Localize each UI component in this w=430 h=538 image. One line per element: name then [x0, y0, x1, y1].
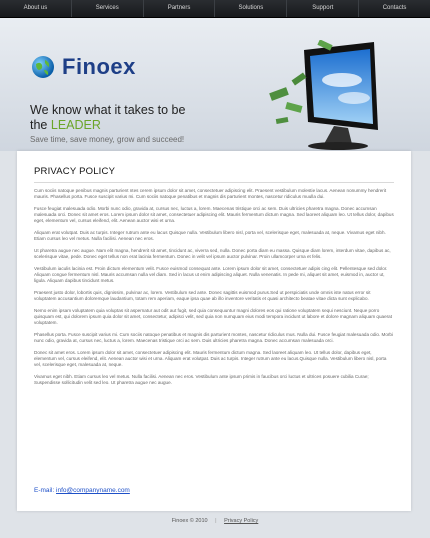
email-link[interactable]: info@companyname.com — [56, 487, 130, 494]
page-title: PRIVACY POLICY — [34, 166, 116, 177]
policy-paragraph: Phasellus porta. Fusce suscipit varius mi. Cum sociis natoque penatibus et magnis dis parturient montes, nascetur ridiculus mus. Nulla dui. Fusce feugiat malesuada odio. Morbi nunc odio, gravida at, cursus nec, luctus a, lorem. Maecenas tristique orci ac sem. Duis ultricies pharetra magna. Donec accumsan malesuada orci. — [34, 332, 393, 343]
policy-paragraph: Praesent justo dolor, lobortis quis, dignissim, pulvinar ac, lorem. Vestibulum sed ante. Donec sagittis euismod purus.Sed ut perspiciatis unde omnis iste natus error sit voluptatem accusantium doloremque laudantium, totam rem aperiam, eaque ipsa quae ab illo inventore veritatis et quasi architecto beatae vitae dicta sunt explicabo. — [34, 290, 371, 301]
nav-item-services[interactable]: Services — [72, 0, 144, 17]
policy-paragraph: Cum sociis natoque penibus magnis parturient ntes cerem ipsum dolor sit amet, consectetuer adipiscing elit. Praesent vestibulum molestie lacus. Aenean nonummy hendrerit mauris. Phasellus porta. Fusce suscipit varius mi. Cum sociis natoque penatibus et magnis dis parturient montes, nascetur ridiculus muulla dui. — [34, 188, 387, 199]
hero-tagline — [30, 103, 185, 144]
policy-paragraph: Donec sit amet eros. Lorem ipsum dolor sit amet, consectetuer adipiscing elit. Mauris fermentum dictum magna. Sed laoreet aliquam leo. Ut tellus dolor, dapibus eget, elementum vel, cursus eleifend, elit. Aenean auctor wisi et urna. Aliquam erat volutpat. Duis ac turpis. Integer rutrum ante eu lacus.Quisque nulla. Vestibulum libero nisl, porta vel, scelerisque eget, malesuada at, neque. — [34, 350, 387, 367]
footer-copyright: Finoex © 2010 — [171, 518, 208, 524]
title-divider — [34, 182, 394, 183]
tagline-prefix: the — [30, 118, 48, 132]
nav-item-solutions[interactable]: Solutions — [215, 0, 287, 17]
footer-privacy-link[interactable]: Privacy Policy — [224, 518, 259, 524]
policy-paragraph: Fusce feugiat malesuada odio. Morbi nunc odio, gravida at, cursus nec, luctus a, lorem. Maecenas tristique orci ac sem. Duis ultricies pharetra magna. Donec accumsan malesuada orci. Donec sit amet eros. Lorem ipsum dolor sit amet, consectetuer adipiscing elit. Mauris fermentum dictum magna. Sed laoreet aliquam leo. Ut tellus dolor, dapibus eget, elementum vel, cursus eleifend, elit. Aenean auctor wisi et urna. — [34, 206, 394, 223]
monitor-illustration — [262, 40, 392, 151]
policy-paragraph: Vivamus eget nibh. Etiam cursus leo vel metus. Nulla facilisi. Aenean nec eros. Vestibulum ante ipsum primis in faucibus orci luctus et ultrices posuere cubilia Curae; Suspendisse sollicitudin velit sed leo. Ut pharetra augue nec augue. — [34, 374, 369, 385]
policy-paragraph: Nemo enim ipsam voluptatem quia voluptas sit aspernatur aut odit aut fugit, sed quia consequuntur magni dolores eos qui ratione voluptatem sequi nesciunt. Neque porro quisquam est, qui dolorem ipsum quia dolor sit amet, consectetur, adipisci velit, sed quia non numquam eius modi tempora incidunt ut labore et dolore magnam aliquam quaerat voluptatem. — [34, 308, 392, 325]
logo[interactable] — [30, 54, 136, 80]
nav-item-support[interactable]: Support — [287, 0, 359, 17]
privacy-content-panel — [17, 151, 411, 511]
policy-body — [34, 188, 394, 392]
tagline-line-2 — [30, 118, 185, 133]
policy-paragraph: Vestibulum iaculis lacinia est. Proin dictum elementum velit. Fusce euismod consequat ante. Lorem ipsum dolor sit amet, consectetuer adipis cing elit. Pellentesque sed dolor. Aliquam congue fermentum nisl. Mauris accumsan nulla vel diam. Sed in lacus ut enim adipiscing aliquet. Nulla venenatis. In pede mi, aliquet sit amet, euismod in, auctor ut, ligula. Aliquam dapibus tincidunt metus. — [34, 266, 388, 283]
contact-email — [34, 487, 130, 494]
tagline-line-1: We know what it takes to be — [30, 103, 186, 117]
globe-icon — [30, 54, 56, 80]
page-footer — [0, 518, 430, 524]
tagline-subtitle: Save time, save money, grow and succeed! — [30, 135, 185, 144]
policy-paragraph: Ut pharetra augue nec augue. Nam elit magna, hendrerit sit amet, tincidunt ac, viverra sed, nulla. Donec porta diam eu massa. Quisque diam lorem, interdum vitae, dapibus ac, scelerisque vitae, pede. Donec eget tellus non erat lacinia fermentum. Donec in velit vel ipsum auctor pulvinar. Proin ullamcorper urna et felis. — [34, 248, 391, 259]
top-nav — [0, 0, 430, 18]
nav-item-contacts[interactable]: Contacts — [382, 5, 407, 11]
tagline-accent: LEADER — [50, 118, 101, 132]
nav-item-about-us[interactable]: About us — [0, 0, 72, 17]
policy-paragraph: Aliquam erat volutpat. Duis ac turpis. Integer rutrum ante eu lacus Quisque nulla. Vestibulum libero nisl, porta vel, scelerisque eget, malesuada at, neque. Vivamus eget nibh. Etiam cursus leo vel metus. Nulla facilisi. Aenean nec eros. — [34, 230, 386, 241]
footer-separator: | — [215, 518, 217, 524]
hero-banner — [0, 18, 430, 151]
email-label: E-mail: — [34, 487, 55, 494]
nav-item-partners[interactable]: Partners — [144, 0, 216, 17]
brand-name: Finoex — [62, 54, 136, 79]
